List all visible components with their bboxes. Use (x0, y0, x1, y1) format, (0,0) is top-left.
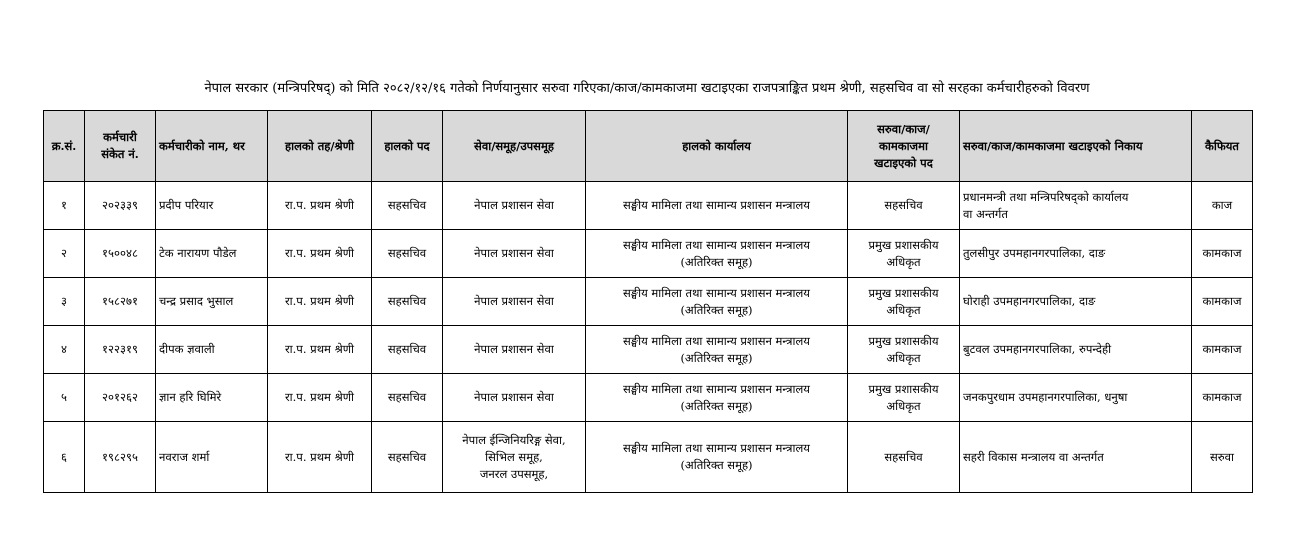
assigned-post-line-1: सहसचिव (884, 198, 923, 212)
cell-assigned-office (960, 326, 1192, 374)
cell-current-office (586, 182, 848, 230)
header-assigned-post (848, 111, 960, 182)
header-current-office: हालको कार्यालय (586, 111, 848, 182)
cell-remarks: कामकाज (1192, 374, 1253, 422)
header-employee-code-line-2: संकेत नं. (101, 147, 139, 161)
cell-assigned-office (960, 182, 1192, 230)
cell-employee-code: १५८२७१ (85, 278, 156, 326)
cell-serial-number: ३ (44, 278, 85, 326)
cell-remarks: कामकाज (1192, 278, 1253, 326)
cell-assigned-post (848, 182, 960, 230)
cell-assigned-post (848, 422, 960, 493)
cell-employee-code: २०२३३९ (85, 182, 156, 230)
cell-service-group (443, 326, 586, 374)
assigned-office-line-1: बुटवल उपमहानगरपालिका, रुपन्देही (963, 342, 1112, 356)
service-line-1: नेपाल ईन्जिनियरिङ्ग सेवा, (462, 432, 566, 447)
cell-employee-name: चन्द्र प्रसाद भुसाल (156, 278, 268, 326)
cell-employee-code: १२२३१९ (85, 326, 156, 374)
cell-current-post: सहसचिव (372, 182, 443, 230)
service-line-1: नेपाल प्रशासन सेवा (474, 198, 554, 212)
table-row (44, 422, 1253, 493)
cell-serial-number: ६ (44, 422, 85, 493)
header-employee-code-line-1: कर्मचारी (103, 130, 137, 144)
service-line-1: नेपाल प्रशासन सेवा (474, 246, 554, 260)
cell-assigned-office (960, 422, 1192, 493)
cell-current-post: सहसचिव (372, 422, 443, 493)
service-line-1: नेपाल प्रशासन सेवा (474, 342, 554, 356)
cell-remarks: सरुवा (1192, 422, 1253, 493)
service-line-2: सिभिल समूह, (485, 449, 543, 464)
assigned-post-line-2: अधिकृत (886, 302, 921, 317)
office-line-1: सङ्घीय मामिला तथा सामान्य प्रशासन मन्त्रालय (623, 441, 810, 455)
office-line-2: (अतिरिक्त समूह) (680, 254, 753, 269)
cell-current-level: रा.प. प्रथम श्रेणी (268, 278, 372, 326)
cell-serial-number: ४ (44, 326, 85, 374)
cell-assigned-post (848, 374, 960, 422)
office-line-2: (अतिरिक्त समूह) (680, 302, 753, 317)
cell-current-office (586, 374, 848, 422)
cell-current-level: रा.प. प्रथम श्रेणी (268, 374, 372, 422)
table-row (44, 326, 1253, 374)
cell-current-level: रा.प. प्रथम श्रेणी (268, 182, 372, 230)
cell-current-office (586, 230, 848, 278)
cell-current-post: सहसचिव (372, 278, 443, 326)
header-employee-code (85, 111, 156, 182)
header-current-level: हालको तह/श्रेणी (268, 111, 372, 182)
assigned-post-line-1: प्रमुख प्रशासकीय (868, 285, 939, 300)
cell-remarks: कामकाज (1192, 230, 1253, 278)
assigned-office-line-1: सहरी विकास मन्त्रालय वा अन्तर्गत (963, 449, 1104, 464)
service-line-1: नेपाल प्रशासन सेवा (474, 294, 554, 308)
cell-employee-name: ज्ञान हरि घिमिरे (156, 374, 268, 422)
cell-serial-number: ५ (44, 374, 85, 422)
cell-serial-number: १ (44, 182, 85, 230)
service-line-3: जनरल उपसमूह, (479, 466, 549, 481)
cell-assigned-office (960, 278, 1192, 326)
cell-employee-name: दीपक ज्ञवाली (156, 326, 268, 374)
header-serial-number: क्र.सं. (44, 111, 85, 182)
assigned-office-line-1: प्रधानमन्त्री तथा मन्त्रिपरिषद्को कार्यालय (963, 189, 1129, 204)
office-line-1: सङ्घीय मामिला तथा सामान्य प्रशासन मन्त्रालय (623, 333, 810, 348)
header-current-post: हालको पद (372, 111, 443, 182)
cell-assigned-post (848, 230, 960, 278)
assigned-post-line-1: सहसचिव (884, 449, 923, 464)
cell-assigned-post (848, 326, 960, 374)
table-header-row (44, 111, 1253, 182)
assigned-office-line-2: वा अन्तर्गत (963, 206, 1008, 221)
cell-current-post: सहसचिव (372, 326, 443, 374)
assigned-post-line-1: प्रमुख प्रशासकीय (868, 333, 939, 348)
cell-current-level: रा.प. प्रथम श्रेणी (268, 422, 372, 493)
table-row (44, 278, 1253, 326)
assigned-post-line-2: अधिकृत (886, 398, 921, 413)
table-row (44, 374, 1253, 422)
cell-remarks: काज (1192, 182, 1253, 230)
office-line-2: (अतिरिक्त समूह) (680, 458, 753, 472)
cell-assigned-office (960, 374, 1192, 422)
cell-employee-name: टेक नारायण पौडेल (156, 230, 268, 278)
cell-current-post: सहसचिव (372, 374, 443, 422)
office-line-1: सङ्घीय मामिला तथा सामान्य प्रशासन मन्त्रालय (623, 285, 810, 300)
office-line-2: (अतिरिक्त समूह) (680, 398, 753, 413)
assigned-office-line-1: जनकपुरधाम उपमहानगरपालिका, धनुषा (963, 390, 1128, 404)
staff-transfer-table (43, 110, 1253, 493)
assigned-post-line-2: अधिकृत (886, 254, 921, 269)
cell-assigned-office (960, 230, 1192, 278)
cell-current-office (586, 422, 848, 493)
cell-employee-code: २०१२६२ (85, 374, 156, 422)
header-employee-name: कर्मचारीको नाम, थर (156, 111, 268, 182)
cell-serial-number: २ (44, 230, 85, 278)
service-line-1: नेपाल प्रशासन सेवा (474, 390, 554, 404)
cell-service-group (443, 278, 586, 326)
office-line-1: सङ्घीय मामिला तथा सामान्य प्रशासन मन्त्रालय (623, 381, 810, 396)
office-line-1: सङ्घीय मामिला तथा सामान्य प्रशासन मन्त्रालय (623, 198, 810, 212)
cell-employee-name: नवराज शर्मा (156, 422, 268, 493)
header-assigned-post-line-2: कामकाजमा (879, 138, 928, 153)
header-assigned-post-line-1: सरुवा/काज/ (877, 121, 930, 136)
cell-assigned-post (848, 278, 960, 326)
cell-current-post: सहसचिव (372, 230, 443, 278)
header-service-group: सेवा/समूह/उपसमूह (443, 111, 586, 182)
cell-service-group (443, 374, 586, 422)
cell-current-level: रा.प. प्रथम श्रेणी (268, 326, 372, 374)
cell-employee-code: १५००४८ (85, 230, 156, 278)
cell-service-group (443, 182, 586, 230)
cell-employee-name: प्रदीप परियार (156, 182, 268, 230)
cell-current-level: रा.प. प्रथम श्रेणी (268, 230, 372, 278)
cell-current-office (586, 326, 848, 374)
cell-current-office (586, 278, 848, 326)
page-title: नेपाल सरकार (मन्त्रिपरिषद्) को मिति २०८२/१२/१६ गतेको निर्णयानुसार सरुवा गरिएका/काज/कामकाजमा खटाइएका राजपत्राङ्कित प्रथम श्रेणी, सहसचिव वा सो सरहका कर्मचारीहरुको विवरण (204, 81, 1090, 96)
assigned-post-line-1: प्रमुख प्रशासकीय (868, 237, 939, 252)
assigned-office-line-1: तुलसीपुर उपमहानगरपालिका, दाङ (963, 246, 1106, 260)
assigned-post-line-1: प्रमुख प्रशासकीय (868, 381, 939, 396)
header-remarks: कैफियत (1192, 111, 1253, 182)
assigned-post-line-2: अधिकृत (886, 350, 921, 365)
cell-service-group (443, 422, 586, 493)
cell-service-group (443, 230, 586, 278)
table-row (44, 182, 1253, 230)
office-line-1: सङ्घीय मामिला तथा सामान्य प्रशासन मन्त्रालय (623, 237, 810, 252)
cell-employee-code: १९८२९५ (85, 422, 156, 493)
assigned-office-line-1: घोराही उपमहानगरपालिका, दाङ (963, 294, 1096, 308)
table-row (44, 230, 1253, 278)
header-assigned-office: सरुवा/काज/कामकाजमा खटाइएको निकाय (960, 111, 1192, 182)
office-line-2: (अतिरिक्त समूह) (680, 350, 753, 365)
header-assigned-post-line-3: खटाइएको पद (874, 155, 933, 170)
cell-remarks: कामकाज (1192, 326, 1253, 374)
